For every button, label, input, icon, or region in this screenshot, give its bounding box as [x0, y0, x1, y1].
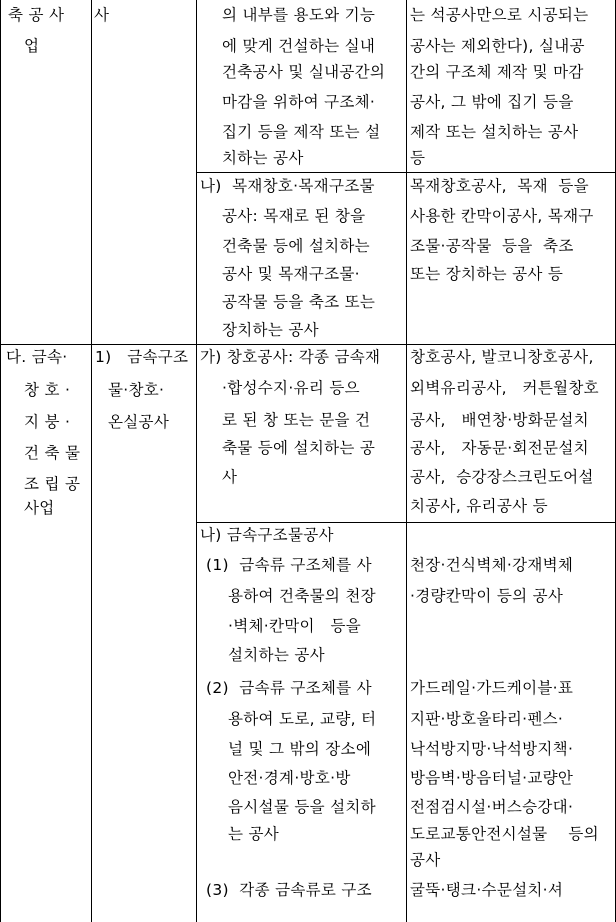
col1-bottom-line: 건 축 물: [24, 444, 81, 462]
col3-line: 용하여 도로, 교량, 터: [228, 710, 377, 728]
col4-line: 공사, 자동문·회전문설치: [410, 439, 589, 457]
col4-line: 가드레일·가드케이블·표: [410, 679, 574, 697]
col2-top-line: 사: [94, 6, 110, 24]
column-divider-2: [196, 0, 197, 922]
col3-line: 안전·경계·방호·방: [228, 769, 351, 787]
row-divider-1: [196, 172, 616, 173]
col3-line: 용하여 건축물의 천장: [228, 587, 376, 605]
column-divider-3: [406, 0, 407, 922]
col3-line: 사: [222, 468, 238, 486]
col3-line: ·합성수지·유리 등으: [222, 379, 360, 397]
col4-line: 지판·방호울타리·펜스·: [410, 710, 564, 728]
col4-line: 공사는 제외한다), 실내공: [410, 37, 585, 55]
col4-line: 조물·공작물 등을 축조: [410, 237, 574, 255]
col1-bottom-line: 조 립 공: [24, 475, 81, 493]
col3-line: 는 공사: [228, 825, 280, 843]
col4-line: 제작 또는 설치하는 공사: [410, 123, 579, 141]
col4-line: 간의 구조체 제작 및 마감: [410, 63, 584, 81]
col1-bottom-line: 사업: [24, 499, 55, 517]
col3-line: 공작물 등을 축조 또는: [222, 293, 376, 311]
col3-line: 음시설물 등을 설치하: [228, 798, 376, 816]
col3-line: 공사 및 목재구조물·: [222, 265, 360, 283]
col3-line: 건축공사 및 실내공간의: [222, 63, 386, 81]
col3-line: 가) 창호공사: 각종 금속재: [200, 348, 381, 366]
col4-line: 또는 장치하는 공사 등: [410, 265, 564, 283]
col1-bottom-line: 지 붕 ·: [24, 413, 71, 431]
col3-line: 로 된 창 또는 문을 건: [222, 411, 371, 429]
col2-bottom-line: 온실공사: [108, 413, 170, 431]
col4-line: 천장·건식벽체·강재벽체: [410, 556, 574, 574]
col3-line: 집기 등을 제작 또는 설: [222, 123, 381, 141]
column-divider-1: [91, 0, 92, 922]
col1-top-line: 업: [24, 37, 40, 55]
col1-bottom-line: 창 호 ·: [24, 381, 71, 399]
col4-line: ·경량칸막이 등의 공사: [410, 587, 564, 605]
col3-line: (2) 금속류 구조체를 사: [206, 679, 372, 697]
col3-line: 건축물 등에 설치하는: [222, 237, 370, 255]
col4-line: 는 석공사만으로 시공되는: [410, 6, 589, 24]
col1-top-line: 축 공 사: [8, 6, 65, 24]
col3-line: 나) 목재창호·목재구조물: [200, 177, 375, 195]
col3-line: (1) 금속류 구조체를 사: [206, 556, 372, 574]
col3-line: 설치하는 공사: [228, 646, 325, 664]
col4-line: 방음벽·방음터널·교량안: [410, 769, 574, 787]
col4-line: 공사: [410, 851, 441, 869]
col3-line: (3) 각종 금속류로 구조: [206, 881, 372, 899]
col2-bottom-line: 물·창호·: [108, 381, 165, 399]
col4-line: 등: [410, 149, 426, 167]
col3-line: 공사: 목재로 된 창을: [222, 207, 366, 225]
col3-line: 마감을 위하여 구조체·: [222, 93, 376, 111]
col3-subheader: 나) 금속구조물공사: [200, 526, 334, 544]
col4-line: 치공사, 유리공사 등: [410, 497, 548, 515]
col4-line: 낙석방지망·낙석방지책·: [410, 740, 574, 758]
col3-line: ·벽체·칸막이 등을: [228, 617, 362, 635]
col4-line: 창호공사, 발코니창호공사,: [410, 348, 594, 366]
col3-line: 장치하는 공사: [222, 321, 319, 339]
col4-line: 사용한 칸막이공사, 목재구: [410, 207, 594, 225]
col3-line: 축물 등에 설치하는 공: [222, 439, 376, 457]
col4-line: 공사, 승강장스크린도어설: [410, 468, 594, 486]
col2-bottom-line: 1) 금속구조: [95, 348, 189, 366]
col4-line: 공사, 배연창·방화문설치: [410, 411, 589, 429]
col4-line: 도로교통안전시설물 등의: [410, 825, 599, 843]
col3-line: 치하는 공사: [222, 149, 304, 167]
table-border-left: [0, 0, 1, 922]
col4-line: 공사, 그 밖에 집기 등을: [410, 93, 574, 111]
col4-line: 목재창호공사, 목재 등을: [410, 177, 589, 195]
col4-line: 전점검시설·버스승강대·: [410, 798, 574, 816]
col3-line: 널 및 그 밖의 장소에: [228, 740, 372, 758]
col3-line: 의 내부를 용도와 기능: [222, 6, 376, 24]
col1-bottom-line: 다. 금속·: [6, 348, 68, 366]
col4-line: 굴뚝·탱크·수문설치·셔: [410, 881, 564, 899]
col4-line: 외벽유리공사, 커튼월창호: [410, 379, 599, 397]
col3-line: 에 맞게 건설하는 실내: [222, 37, 376, 55]
